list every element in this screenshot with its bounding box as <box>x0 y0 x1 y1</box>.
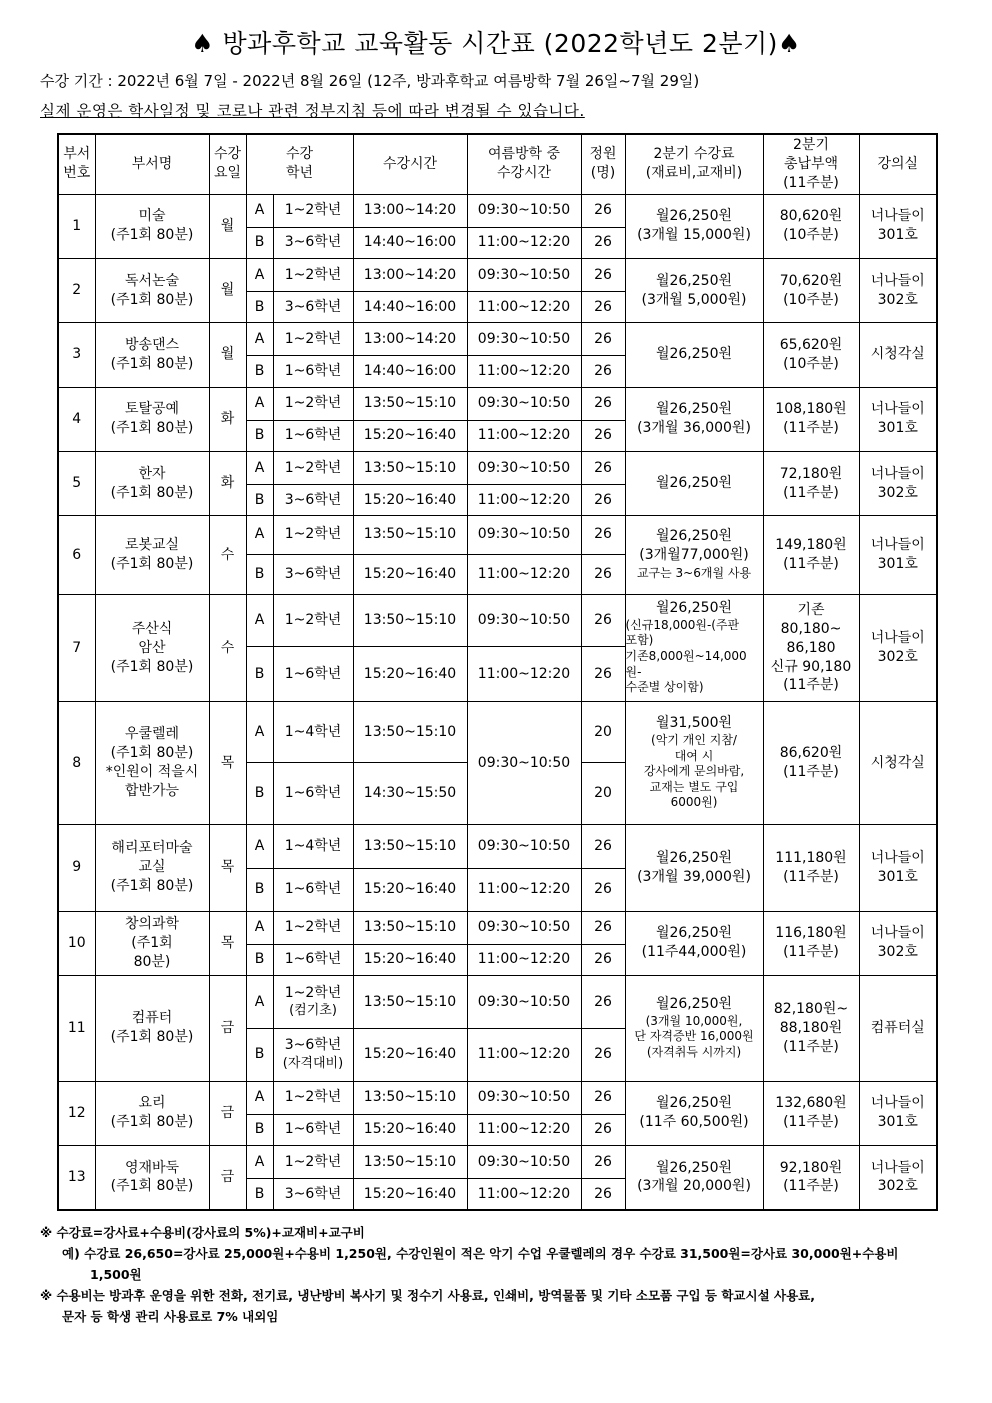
total-payment: 132,680원 (11주분) <box>763 1081 859 1145</box>
vacation-time: 09:30~10:50 <box>467 387 581 420</box>
class-section: B <box>246 420 273 451</box>
vacation-time: 11:00~12:20 <box>467 944 581 975</box>
class-grade: 3~6학년 <box>273 554 353 594</box>
vacation-time: 09:30~10:50 <box>467 451 581 484</box>
class-section: A <box>246 258 273 291</box>
class-section: B <box>246 762 273 824</box>
header-vac-time: 여름방학 중 수강시간 <box>467 134 581 194</box>
vacation-time: 09:30~10:50 <box>467 516 581 554</box>
vacation-time: 11:00~12:20 <box>467 647 581 702</box>
class-time: 13:50~15:10 <box>353 594 467 646</box>
header-total: 2분기 총납부액 (11주분) <box>763 134 859 194</box>
class-grade: 1~2학년 <box>273 258 353 291</box>
class-section: A <box>246 975 273 1028</box>
quarter-fee: 월26,250원 (11주 60,500원) <box>625 1081 763 1145</box>
class-section: B <box>246 292 273 323</box>
total-payment: 92,180원 (11주분) <box>763 1145 859 1210</box>
quarter-fee: 월26,250원 (3개월 10,000원, 단 자격증반 16,000원 (자격취득 시까지) <box>625 975 763 1081</box>
dept-name: 영재바둑 (주1회 80분) <box>95 1145 209 1210</box>
class-section: A <box>246 451 273 484</box>
table-header-row <box>58 134 937 194</box>
total-payment: 65,620원 (10주분) <box>763 323 859 387</box>
dept-no: 12 <box>58 1081 95 1145</box>
table-row <box>58 1145 937 1178</box>
dept-no: 3 <box>58 323 95 387</box>
header-time: 수강시간 <box>353 134 467 194</box>
vacation-time: 09:30~10:50 <box>467 258 581 291</box>
capacity: 20 <box>581 702 625 762</box>
class-grade: 1~2학년 <box>273 451 353 484</box>
schedule-table <box>57 133 938 1211</box>
table-row <box>58 975 937 1028</box>
capacity: 26 <box>581 911 625 944</box>
footnotes <box>40 1222 960 1327</box>
vacation-time: 09:30~10:50 <box>467 323 581 356</box>
header-no: 부서 번호 <box>58 134 95 194</box>
capacity: 26 <box>581 825 625 869</box>
class-section: B <box>246 1114 273 1145</box>
table-row <box>58 451 937 484</box>
table-row <box>58 323 937 356</box>
class-grade: 1~2학년 <box>273 1145 353 1178</box>
capacity: 26 <box>581 1145 625 1178</box>
dept-no: 4 <box>58 387 95 451</box>
class-time: 13:50~15:10 <box>353 702 467 762</box>
vacation-time: 09:30~10:50 <box>467 1081 581 1114</box>
class-section: A <box>246 911 273 944</box>
quarter-fee: 월26,250원 <box>625 323 763 387</box>
class-section: B <box>246 227 273 258</box>
class-time: 13:50~15:10 <box>353 825 467 869</box>
class-day: 목 <box>209 911 246 975</box>
class-section: A <box>246 516 273 554</box>
note-supply-cost-cont: 문자 등 학생 관리 사용료로 7% 내외임 <box>62 1309 279 1324</box>
class-section: B <box>246 647 273 702</box>
operation-notice: 실제 운영은 학사일정 및 코로나 관련 정부지침 등에 따라 변경될 수 있습니다. <box>40 102 585 120</box>
vacation-time: 11:00~12:20 <box>467 485 581 516</box>
table-row <box>58 387 937 420</box>
class-grade: 1~2학년 <box>273 323 353 356</box>
table-row <box>58 594 937 646</box>
dept-name: 요리 (주1회 80분) <box>95 1081 209 1145</box>
quarter-fee: 월26,250원 (3개월 20,000원) <box>625 1145 763 1210</box>
dept-name: 우쿨렐레 (주1회 80분) *인원이 적을시 합반가능 <box>95 702 209 825</box>
class-grade: 1~2학년 <box>273 516 353 554</box>
class-time: 14:40~16:00 <box>353 227 467 258</box>
class-time: 13:50~15:10 <box>353 1145 467 1178</box>
vacation-time: 11:00~12:20 <box>467 1114 581 1145</box>
class-section: A <box>246 387 273 420</box>
header-cap: 정원 (명) <box>581 134 625 194</box>
quarter-fee: 월26,250원 (11주44,000원) <box>625 911 763 975</box>
table-row <box>58 911 937 944</box>
note-fee-example: 예) 수강료 26,650=강사료 25,000원+수용비 1,250원, 수강인원이 적은 악기 수업 우쿨렐레의 경우 수강료 31,500원=강사료 30,000원+수용비 <box>62 1246 899 1261</box>
vacation-time: 09:30~10:50 <box>467 194 581 227</box>
class-time: 15:20~16:40 <box>353 485 467 516</box>
quarter-fee: 월26,250원 (3개월 36,000원) <box>625 387 763 451</box>
class-grade: 3~6학년 <box>273 485 353 516</box>
class-section: B <box>246 869 273 911</box>
class-day: 수 <box>209 516 246 594</box>
class-time: 13:00~14:20 <box>353 194 467 227</box>
quarter-fee: 월26,250원 <box>625 451 763 515</box>
vacation-time: 09:30~10:50 <box>467 1145 581 1178</box>
class-day: 금 <box>209 1145 246 1210</box>
class-section: A <box>246 702 273 762</box>
class-time: 13:00~14:20 <box>353 258 467 291</box>
course-period: 수강 기간 : 2022년 6월 7일 - 2022년 8월 26일 (12주, 방과후학교 여름방학 7월 26일~7월 29일) <box>40 72 700 90</box>
table-row <box>58 702 937 762</box>
class-grade: 3~6학년 (자격대비) <box>273 1029 353 1081</box>
dept-no: 8 <box>58 702 95 825</box>
header-day: 수강 요일 <box>209 134 246 194</box>
dept-no: 2 <box>58 258 95 322</box>
capacity: 26 <box>581 227 625 258</box>
quarter-fee: 월26,250원 (신규18,000원-(주판 포함) 기존8,000원~14,000원- 수준별 상이함) <box>625 594 763 702</box>
vacation-time: 11:00~12:20 <box>467 1179 581 1210</box>
table-row <box>58 1081 937 1114</box>
dept-no: 5 <box>58 451 95 515</box>
capacity: 26 <box>581 451 625 484</box>
capacity: 26 <box>581 292 625 323</box>
note-supply-cost: ※ 수용비는 방과후 운영을 위한 전화, 전기료, 냉난방비 복사기 및 정수기 사용료, 인쇄비, 방역물품 및 기타 소모품 구입 등 학교시설 사용료, <box>40 1288 815 1303</box>
class-time: 15:20~16:40 <box>353 420 467 451</box>
class-section: A <box>246 825 273 869</box>
table-row <box>58 258 937 291</box>
class-grade: 3~6학년 <box>273 227 353 258</box>
vacation-time: 11:00~12:20 <box>467 554 581 594</box>
dept-no: 7 <box>58 594 95 702</box>
dept-no: 1 <box>58 194 95 258</box>
total-payment: 86,620원 (11주분) <box>763 702 859 825</box>
quarter-fee: 월26,250원 (3개월77,000원) 교구는 3~6개월 사용 <box>625 516 763 594</box>
header-name: 부서명 <box>95 134 209 194</box>
dept-no: 6 <box>58 516 95 594</box>
table-row <box>58 825 937 869</box>
class-grade: 1~2학년 <box>273 194 353 227</box>
capacity: 26 <box>581 554 625 594</box>
table-row <box>58 194 937 227</box>
class-day: 목 <box>209 825 246 911</box>
dept-no: 11 <box>58 975 95 1081</box>
class-section: B <box>246 356 273 387</box>
class-day: 목 <box>209 702 246 825</box>
class-grade: 3~6학년 <box>273 1179 353 1210</box>
capacity: 26 <box>581 485 625 516</box>
vacation-time: 09:30~10:50 <box>467 975 581 1028</box>
capacity: 26 <box>581 1081 625 1114</box>
class-day: 금 <box>209 1081 246 1145</box>
quarter-fee: 월26,250원 (3개월 39,000원) <box>625 825 763 911</box>
class-grade: 1~2학년 <box>273 594 353 646</box>
classroom: 너나들이 302호 <box>859 594 937 702</box>
header-fee: 2분기 수강료 (재료비,교재비) <box>625 134 763 194</box>
dept-name: 컴퓨터 (주1회 80분) <box>95 975 209 1081</box>
class-time: 13:50~15:10 <box>353 1081 467 1114</box>
total-payment: 72,180원 (11주분) <box>763 451 859 515</box>
total-payment: 116,180원 (11주분) <box>763 911 859 975</box>
class-section: B <box>246 485 273 516</box>
class-time: 15:20~16:40 <box>353 944 467 975</box>
capacity: 26 <box>581 323 625 356</box>
capacity: 26 <box>581 975 625 1028</box>
class-grade: 1~2학년 <box>273 1081 353 1114</box>
classroom: 너나들이 302호 <box>859 258 937 322</box>
class-section: A <box>246 1081 273 1114</box>
capacity: 26 <box>581 1114 625 1145</box>
vacation-time: 11:00~12:20 <box>467 356 581 387</box>
capacity: 20 <box>581 762 625 824</box>
class-grade: 1~6학년 <box>273 869 353 911</box>
total-payment: 기존 80,180~ 86,180 신규 90,180 (11주분) <box>763 594 859 702</box>
vacation-time: 11:00~12:20 <box>467 227 581 258</box>
class-time: 14:40~16:00 <box>353 292 467 323</box>
class-day: 월 <box>209 194 246 258</box>
class-time: 15:20~16:40 <box>353 1029 467 1081</box>
capacity: 26 <box>581 647 625 702</box>
dept-no: 13 <box>58 1145 95 1210</box>
class-time: 15:20~16:40 <box>353 1114 467 1145</box>
class-day: 화 <box>209 387 246 451</box>
dept-no: 9 <box>58 825 95 911</box>
class-grade: 1~6학년 <box>273 420 353 451</box>
capacity: 26 <box>581 194 625 227</box>
classroom: 컴퓨터실 <box>859 975 937 1081</box>
class-grade: 1~4학년 <box>273 702 353 762</box>
class-section: A <box>246 594 273 646</box>
class-grade: 1~6학년 <box>273 1114 353 1145</box>
dept-name: 주산식 암산 (주1회 80분) <box>95 594 209 702</box>
class-grade: 3~6학년 <box>273 292 353 323</box>
class-section: B <box>246 554 273 594</box>
class-time: 13:50~15:10 <box>353 451 467 484</box>
classroom: 너나들이 302호 <box>859 451 937 515</box>
classroom: 너나들이 302호 <box>859 911 937 975</box>
total-payment: 149,180원 (11주분) <box>763 516 859 594</box>
classroom: 너나들이 301호 <box>859 387 937 451</box>
class-section: B <box>246 1179 273 1210</box>
class-time: 15:20~16:40 <box>353 647 467 702</box>
class-section: A <box>246 1145 273 1178</box>
class-section: A <box>246 194 273 227</box>
class-time: 13:50~15:10 <box>353 911 467 944</box>
classroom: 너나들이 301호 <box>859 516 937 594</box>
capacity: 26 <box>581 516 625 554</box>
note-fee-formula: ※ 수강료=강사료+수용비(강사료의 5%)+교재비+교구비 <box>40 1225 365 1240</box>
vacation-time: 09:30~10:50 <box>467 594 581 646</box>
class-day: 월 <box>209 258 246 322</box>
class-day: 금 <box>209 975 246 1081</box>
vacation-time: 11:00~12:20 <box>467 420 581 451</box>
class-grade: 1~2학년 <box>273 387 353 420</box>
classroom: 너나들이 301호 <box>859 1081 937 1145</box>
dept-no: 10 <box>58 911 95 975</box>
class-grade: 1~6학년 <box>273 762 353 824</box>
classroom: 너나들이 301호 <box>859 825 937 911</box>
classroom: 시청각실 <box>859 323 937 387</box>
class-grade: 1~2학년 <box>273 911 353 944</box>
class-time: 13:00~14:20 <box>353 323 467 356</box>
dept-name: 로봇교실 (주1회 80분) <box>95 516 209 594</box>
total-payment: 108,180원 (11주분) <box>763 387 859 451</box>
class-section: B <box>246 1029 273 1081</box>
dept-name: 토탈공예 (주1회 80분) <box>95 387 209 451</box>
dept-name: 방송댄스 (주1회 80분) <box>95 323 209 387</box>
page-title: ♠ 방과후학교 교육활동 시간표 (2022학년도 2분기)♠ <box>191 29 801 58</box>
capacity: 26 <box>581 258 625 291</box>
classroom: 시청각실 <box>859 702 937 825</box>
total-payment: 70,620원 (10주분) <box>763 258 859 322</box>
classroom: 너나들이 301호 <box>859 194 937 258</box>
quarter-fee: 월26,250원 (3개월 15,000원) <box>625 194 763 258</box>
class-grade: 1~6학년 <box>273 647 353 702</box>
capacity: 26 <box>581 1029 625 1081</box>
vacation-time: 11:00~12:20 <box>467 869 581 911</box>
capacity: 26 <box>581 1179 625 1210</box>
note-fee-example-cont: 1,500원 <box>90 1267 142 1282</box>
class-time: 15:20~16:40 <box>353 554 467 594</box>
dept-name: 미술 (주1회 80분) <box>95 194 209 258</box>
total-payment: 82,180원~ 88,180원 (11주분) <box>763 975 859 1081</box>
vacation-time: 09:30~10:50 <box>467 911 581 944</box>
header-room: 강의실 <box>859 134 937 194</box>
class-time: 13:50~15:10 <box>353 516 467 554</box>
capacity: 26 <box>581 420 625 451</box>
class-section: A <box>246 323 273 356</box>
class-day: 화 <box>209 451 246 515</box>
capacity: 26 <box>581 944 625 975</box>
class-time: 13:50~15:10 <box>353 387 467 420</box>
vacation-time: 11:00~12:20 <box>467 1029 581 1081</box>
quarter-fee: 월31,500원 (악기 개인 지참/ 대여 시 강사에게 문의바람, 교재는 별도 구입 6000원) <box>625 702 763 825</box>
total-payment: 80,620원 (10주분) <box>763 194 859 258</box>
total-payment: 111,180원 (11주분) <box>763 825 859 911</box>
quarter-fee: 월26,250원 (3개월 5,000원) <box>625 258 763 322</box>
capacity: 26 <box>581 869 625 911</box>
dept-name: 독서논술 (주1회 80분) <box>95 258 209 322</box>
class-grade: 1~6학년 <box>273 356 353 387</box>
class-grade: 1~6학년 <box>273 944 353 975</box>
table-row <box>58 516 937 554</box>
class-grade: 1~4학년 <box>273 825 353 869</box>
schedule-body <box>58 194 937 1210</box>
class-time: 14:30~15:50 <box>353 762 467 824</box>
class-time: 15:20~16:40 <box>353 869 467 911</box>
classroom: 너나들이 302호 <box>859 1145 937 1210</box>
class-day: 월 <box>209 323 246 387</box>
vacation-time: 09:30~10:50 <box>467 825 581 869</box>
dept-name: 한자 (주1회 80분) <box>95 451 209 515</box>
dept-name: 창의과학 (주1회 80분) <box>95 911 209 975</box>
class-time: 13:50~15:10 <box>353 975 467 1028</box>
capacity: 26 <box>581 594 625 646</box>
capacity: 26 <box>581 387 625 420</box>
vacation-time: 11:00~12:20 <box>467 292 581 323</box>
class-time: 15:20~16:40 <box>353 1179 467 1210</box>
class-grade: 1~2학년 (컴기초) <box>273 975 353 1028</box>
class-day: 수 <box>209 594 246 702</box>
dept-name: 해리포터마술 교실 (주1회 80분) <box>95 825 209 911</box>
capacity: 26 <box>581 356 625 387</box>
class-time: 14:40~16:00 <box>353 356 467 387</box>
header-grade: 수강 학년 <box>246 134 353 194</box>
class-section: B <box>246 944 273 975</box>
vacation-time: 09:30~10:50 <box>467 702 581 825</box>
